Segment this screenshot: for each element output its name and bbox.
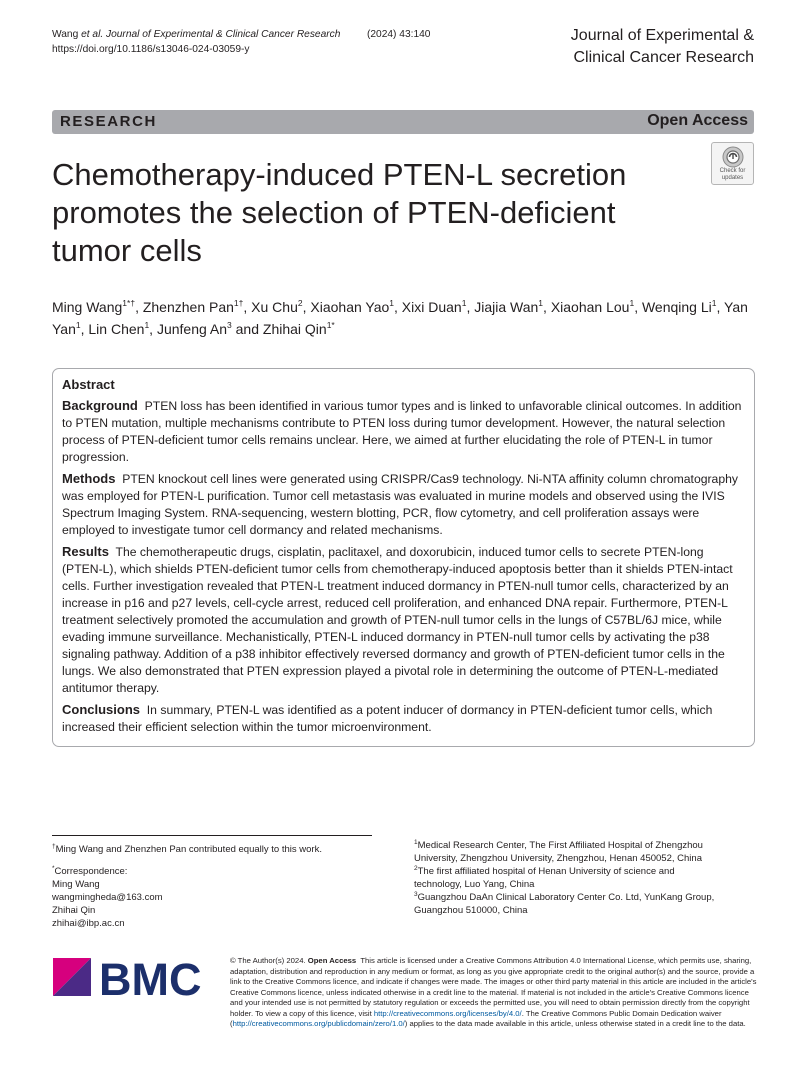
equal-contribution-note [52,843,322,856]
article-type-label: RESEARCH [60,113,157,130]
author-affiliation-sup: 1 [461,298,467,308]
author-name[interactable]: Zhenzhen Pan [142,299,234,315]
license-text3: ) applies to the data made available in this article, unless otherwise stated in a credit line to the data. [404,1019,746,1028]
check-updates-line2: updates [721,175,744,181]
journal-name-line1: Journal of Experimental & [570,27,754,44]
conclusions-text: In summary, PTEN-L was identified as a potent inducer of dormancy in PTEN-deficient tumor cells, which increased their efficient selection within the tumor microenvironment. [62,703,713,734]
license-text1: This article is licensed under a Creative Commons Attribution 4.0 International License, which permits use, sharing, adaptation, distribution and reproduction in any medium or format, as long as you give appropriate credit to the original author(s) and the source, provide a link to the Creative Commons licence, and indicate if changes were made. The images or other third party material in this article are included in the article's Creative Commons licence, unless indicated otherwise in a credit line to the material. If material is not included in the article's Creative Commons licence and your intended use is not permitted by statutory regulation or exceeds the permitted use, you will need to obtain permission directly from the copyright holder. To view a copy of this licence, visit [230,956,757,1018]
author-separator: , [302,299,311,315]
title-line3: tumor cells [52,233,202,268]
author-separator: and [231,321,263,337]
author-affiliation-sup: 1*† [122,298,136,308]
abstract-box [52,368,755,747]
results-text: The chemotherapeutic drugs, cisplatin, paclitaxel, and doxorubicin, induced tumor cells to secrete PTEN-long (PTEN-L), which shields PTEN-deficient tumor cells from chemotherapy-induced apoptosis better than it shields PTEN-intact cells. Further investigation revealed that PTEN-L treatment induced dormancy in PTEN-null tumor cells, characterized by an increase in p16 and p27 levels, cell-cycle arrest, reduced cell proliferation, and enhanced DNA repair. Furthermore, PTEN-L treatment selectively promoted the accumulation and growth of PTEN-null tumor cells in the lungs of C57BL/6J mice, while evading immune surveillance. Mechanistically, PTEN-L induced dormancy in PTEN-null tumor cells by activating the p38 signaling pathway. Addition of a p38 inhibitor effectively reversed dormancy and growth of PTEN-deficient tumor cells in the lungs. We also demonstrated that PTEN expression played a pivotal role in determining the outcome of PTEN-L-mediated antitumor therapy. [62,545,733,695]
author-affiliation-sup: 3 [227,320,232,330]
check-updates-line1: Check for [719,168,746,174]
check-updates-icon [722,146,744,168]
author-name[interactable]: Wenqing Li [641,299,712,315]
author-separator: , [716,299,725,315]
author-affiliation-sup: 1* [326,320,335,330]
author-name[interactable]: Jiajia Wan [474,299,539,315]
author-affiliation-sup: 1 [538,298,544,308]
citation-journal: Journal of Experimental & Clinical Cancer Research [103,29,341,40]
aff1-sup: 1 [414,839,418,846]
journal-name [571,25,754,69]
results-label: Results [62,544,109,559]
aff2-sup: 2 [414,865,418,872]
author-name[interactable]: Xiaohan Yao [310,299,390,315]
license-link-by[interactable]: http://creativecommons.org/licenses/by/4.0/ [373,1008,522,1018]
author-separator: , [543,299,551,315]
copyright: © The Author(s) 2024. [230,956,306,965]
license-text2: . The Creative Commons Public Domain Dedication waiver ( [230,1008,722,1028]
title-line1: Chemotherapy-induced PTEN-L secretion [52,157,627,192]
corr2-name: Zhihai Qin [52,905,96,916]
check-for-updates-badge[interactable] [711,142,754,185]
methods-text: PTEN knockout cell lines were generated using CRISPR/Cas9 technology. Ni-NTA affinity column chromatography was employed for PTEN-L purification. Tumor cell metastasis was evaluated in murine models and observed using the IVIS Spectrum Imaging System. RNA-sequencing, western blotting, PCR, flow cytometry, and cell proliferation assays were employed to investigate tumor cell dormancy and related mechanisms. [62,472,738,537]
author-name[interactable]: Xu Chu [251,299,298,315]
author-name[interactable]: Lin Chen [88,321,145,337]
aff3-line2: Guangzhou 510000, China [414,905,528,916]
abstract-methods [62,470,745,539]
correspondence-label [52,865,322,878]
license-link-zero[interactable]: http://creativecommons.org/publicdomain/zero/1.0/ [232,1019,405,1028]
author-name[interactable]: Xixi Duan [401,299,462,315]
author-affiliation-sup: 2 [297,298,303,308]
author-name[interactable]: Yan Yan [52,299,748,337]
article-type-band [52,110,754,134]
author-affiliation-sup: 1 [711,298,717,308]
bmc-logo-mark [53,958,218,1000]
citation-etal: et al. [81,29,104,40]
aff2-line1: The first affiliated hospital of Henan University of science and [417,866,675,877]
doi-link[interactable]: https://doi.org/10.1186/s13046-024-03059-y [52,44,250,55]
author-separator: , [80,321,89,337]
abstract-heading: Abstract [62,377,115,392]
correspondence-footnotes [52,843,322,930]
author-name[interactable]: Ming Wang [52,299,123,315]
citation-volume: (2024) 43:140 [367,29,431,40]
affiliation-3 [414,891,744,917]
corr-sup: * [52,865,55,872]
citation-authors: Wang [52,29,82,40]
aff3-sup: 3 [414,891,418,898]
open-access-label: Open Access [647,112,748,129]
affiliations [414,839,744,917]
author-affiliation-sup: 1 [75,320,81,330]
equal-text: Ming Wang and Zhenzhen Pan contributed equally to this work. [55,844,322,855]
author-separator: , [243,299,252,315]
author-affiliation-sup: 1† [233,298,244,308]
article-title [52,156,692,270]
license-statement [230,956,757,1030]
methods-label: Methods [62,471,116,486]
author-separator: , [466,299,475,315]
affiliation-1 [414,839,744,865]
journal-name-line2: Clinical Cancer Research [573,49,754,66]
abstract-background [62,397,745,466]
corr1-email[interactable]: wangmingheda@163.com [52,892,163,903]
aff2-line2: technology, Luo Yang, China [414,879,535,890]
corr2-email[interactable]: zhihai@ibp.ac.cn [52,918,125,929]
author-separator: , [149,321,157,337]
footnote-rule [52,835,372,836]
corr1-name: Ming Wang [52,879,100,890]
author-affiliation-sup: 1 [144,320,150,330]
background-label: Background [62,398,138,413]
equal-sup: † [52,843,56,850]
author-separator: , [634,299,642,315]
abstract-conclusions [62,701,745,736]
author-affiliation-sup: 1 [629,298,635,308]
aff1-line1: Medical Research Center, The First Affiliated Hospital of Zhengzhou [417,840,703,851]
author-name[interactable]: Xiaohan Lou [550,299,630,315]
author-name[interactable]: Zhihai Qin [262,321,327,337]
aff1-line2: University, Zhengzhou University, Zhengzhou, Henan 450052, China [414,853,702,864]
license-open-access: Open Access [307,956,357,965]
author-list [52,296,757,340]
author-affiliation-sup: 1 [389,298,395,308]
running-header [52,27,431,57]
author-separator: , [135,299,143,315]
aff3-line1: Guangzhou DaAn Clinical Laboratory Center Co. Ltd, YunKang Group, [417,892,715,903]
conclusions-label: Conclusions [62,702,141,717]
corr-label-text: Correspondence: [54,866,128,877]
author-name[interactable]: Junfeng An [156,321,228,337]
affiliation-2 [414,865,744,891]
title-line2: promotes the selection of PTEN-deficient [52,195,616,230]
abstract-results [62,543,745,697]
citation-line [52,27,340,42]
author-separator: , [394,299,402,315]
bmc-logo-text: BMC [99,958,202,1000]
bmc-logo[interactable] [53,958,218,1000]
background-text: PTEN loss has been identified in various tumor types and is linked to unfavorable clinical outcomes. In addition to PTEN mutation, multiple mechanisms contribute to PTEN loss during tumor development. However, the natural selection process of PTEN-deficient tumor cells remains unclear. Here, we aimed at further elucidating the role of PTEN-L in tumor progression. [62,399,742,464]
